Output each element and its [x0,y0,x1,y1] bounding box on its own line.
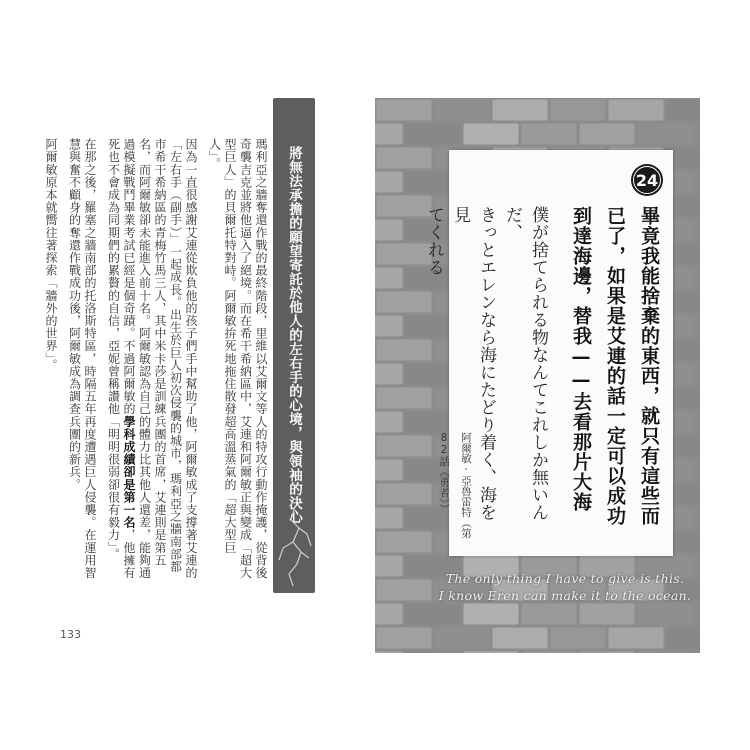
quote-line: きっとエレンなら海にたどり着く、海を見 [450,206,496,521]
brick [609,100,664,121]
brick [375,652,403,654]
brick [406,124,461,145]
brick [406,604,461,625]
brick [375,364,403,385]
brick [638,652,693,654]
paragraph: 因為一直很感謝艾連從欺負他的孩子們手中幫助了他，阿爾敏成了支撐著艾連的「左右手（副手）」一起成長。出生於巨人初次侵襲的城市，瑪利亞之牆南部都市希干希納區的青梅竹馬三人，其中米卡莎是訓練兵團的首席，艾連則是第五名，而阿爾敏卻未能進入前十名。阿爾敏認為自己的體力比其他人還差，能夠通過模擬戰鬥畢業考試已經是個奇蹟。不過阿爾敏的學科成績卻是第一名，他擁有死也不會成為同期們的累贅的自信，亞妮曾稱讚他「明明很弱卻很有毅力」。 [106,138,198,580]
brick [375,124,403,145]
brick [375,412,403,433]
brick [375,268,403,289]
brick [493,628,548,649]
paragraph: 在那之後，羅塞之牆南部的托洛斯特區，時隔五年再度遭遇巨人侵襲。在運用智慧與奮不顧身的奪還作戰成功後，阿爾敏成為調查兵團的新兵。 [67,138,97,579]
quote-line: てくれる [424,206,444,276]
brick [522,124,577,145]
brick [375,220,403,241]
brick [377,100,432,121]
brick [377,148,432,169]
quote-line: I know Eren can make it to the ocean. [438,588,692,603]
brick [580,124,635,145]
brick [638,124,693,145]
brick [522,604,577,625]
banner-title: 將無法承擔的願望寄託於他人的左右手的心境，與領袖的決心 [286,146,302,524]
quote-number-badge: 24 [631,164,663,196]
brick [580,604,635,625]
brick [638,604,693,625]
brick [435,628,490,649]
quote-line: The only thing I have to give is this. [445,571,685,586]
brick [464,124,519,145]
brick [551,628,606,649]
brick [580,652,635,654]
brick [377,628,432,649]
paragraph: 阿爾敏原本就嚮往著探索「牆外的世界」。 [44,138,58,372]
quote-attribution: 阿爾敏·亞魯雷特（第82話《勇者》） [438,432,472,539]
brick [375,508,403,529]
emphasis-text: 學科成績卻是第一名 [122,415,136,529]
brick [435,100,490,121]
brick [667,628,701,649]
crack-ornament [273,498,315,593]
paragraph: 瑪利亞之牆奪還作戰的最終階段，里維以艾爾文等人的特攻行動作掩護，從背後奇襲吉克並將他逼入了絕境。而在希干希納區中，艾連和阿爾敏正與變成「超大型巨人」的貝爾托特對峙。阿爾敏拚死地拖住散發超高溫蒸氣的「超大型巨人」。 [207,138,268,579]
brick [375,556,403,577]
brick [464,652,519,654]
brick [375,316,403,337]
quote-chinese [531,206,666,546]
brick [667,100,701,121]
quote-line: 已了，如果是艾連的話一定可以成功 [604,206,626,526]
right-page [375,98,700,653]
brick [551,100,606,121]
quote-line: 僕が捨てられる物なんてこれしか無いんだ、 [502,206,548,521]
quote-line: 到達海邊，替我——去看那片大海 [570,206,592,512]
brick [377,580,432,601]
quote-line: 畢竟我能捨棄的東西，就只有這些而 [638,206,660,526]
quote-card [424,150,673,556]
brick [609,628,664,649]
body-text [44,138,268,580]
brick [522,652,577,654]
brick [375,172,403,193]
brick [493,100,548,121]
brick [375,604,403,625]
page-number: 133 [60,628,81,641]
brick [464,604,519,625]
chapter-banner [273,98,315,593]
quote-english [435,570,695,604]
brick [406,652,461,654]
brick [375,460,403,481]
